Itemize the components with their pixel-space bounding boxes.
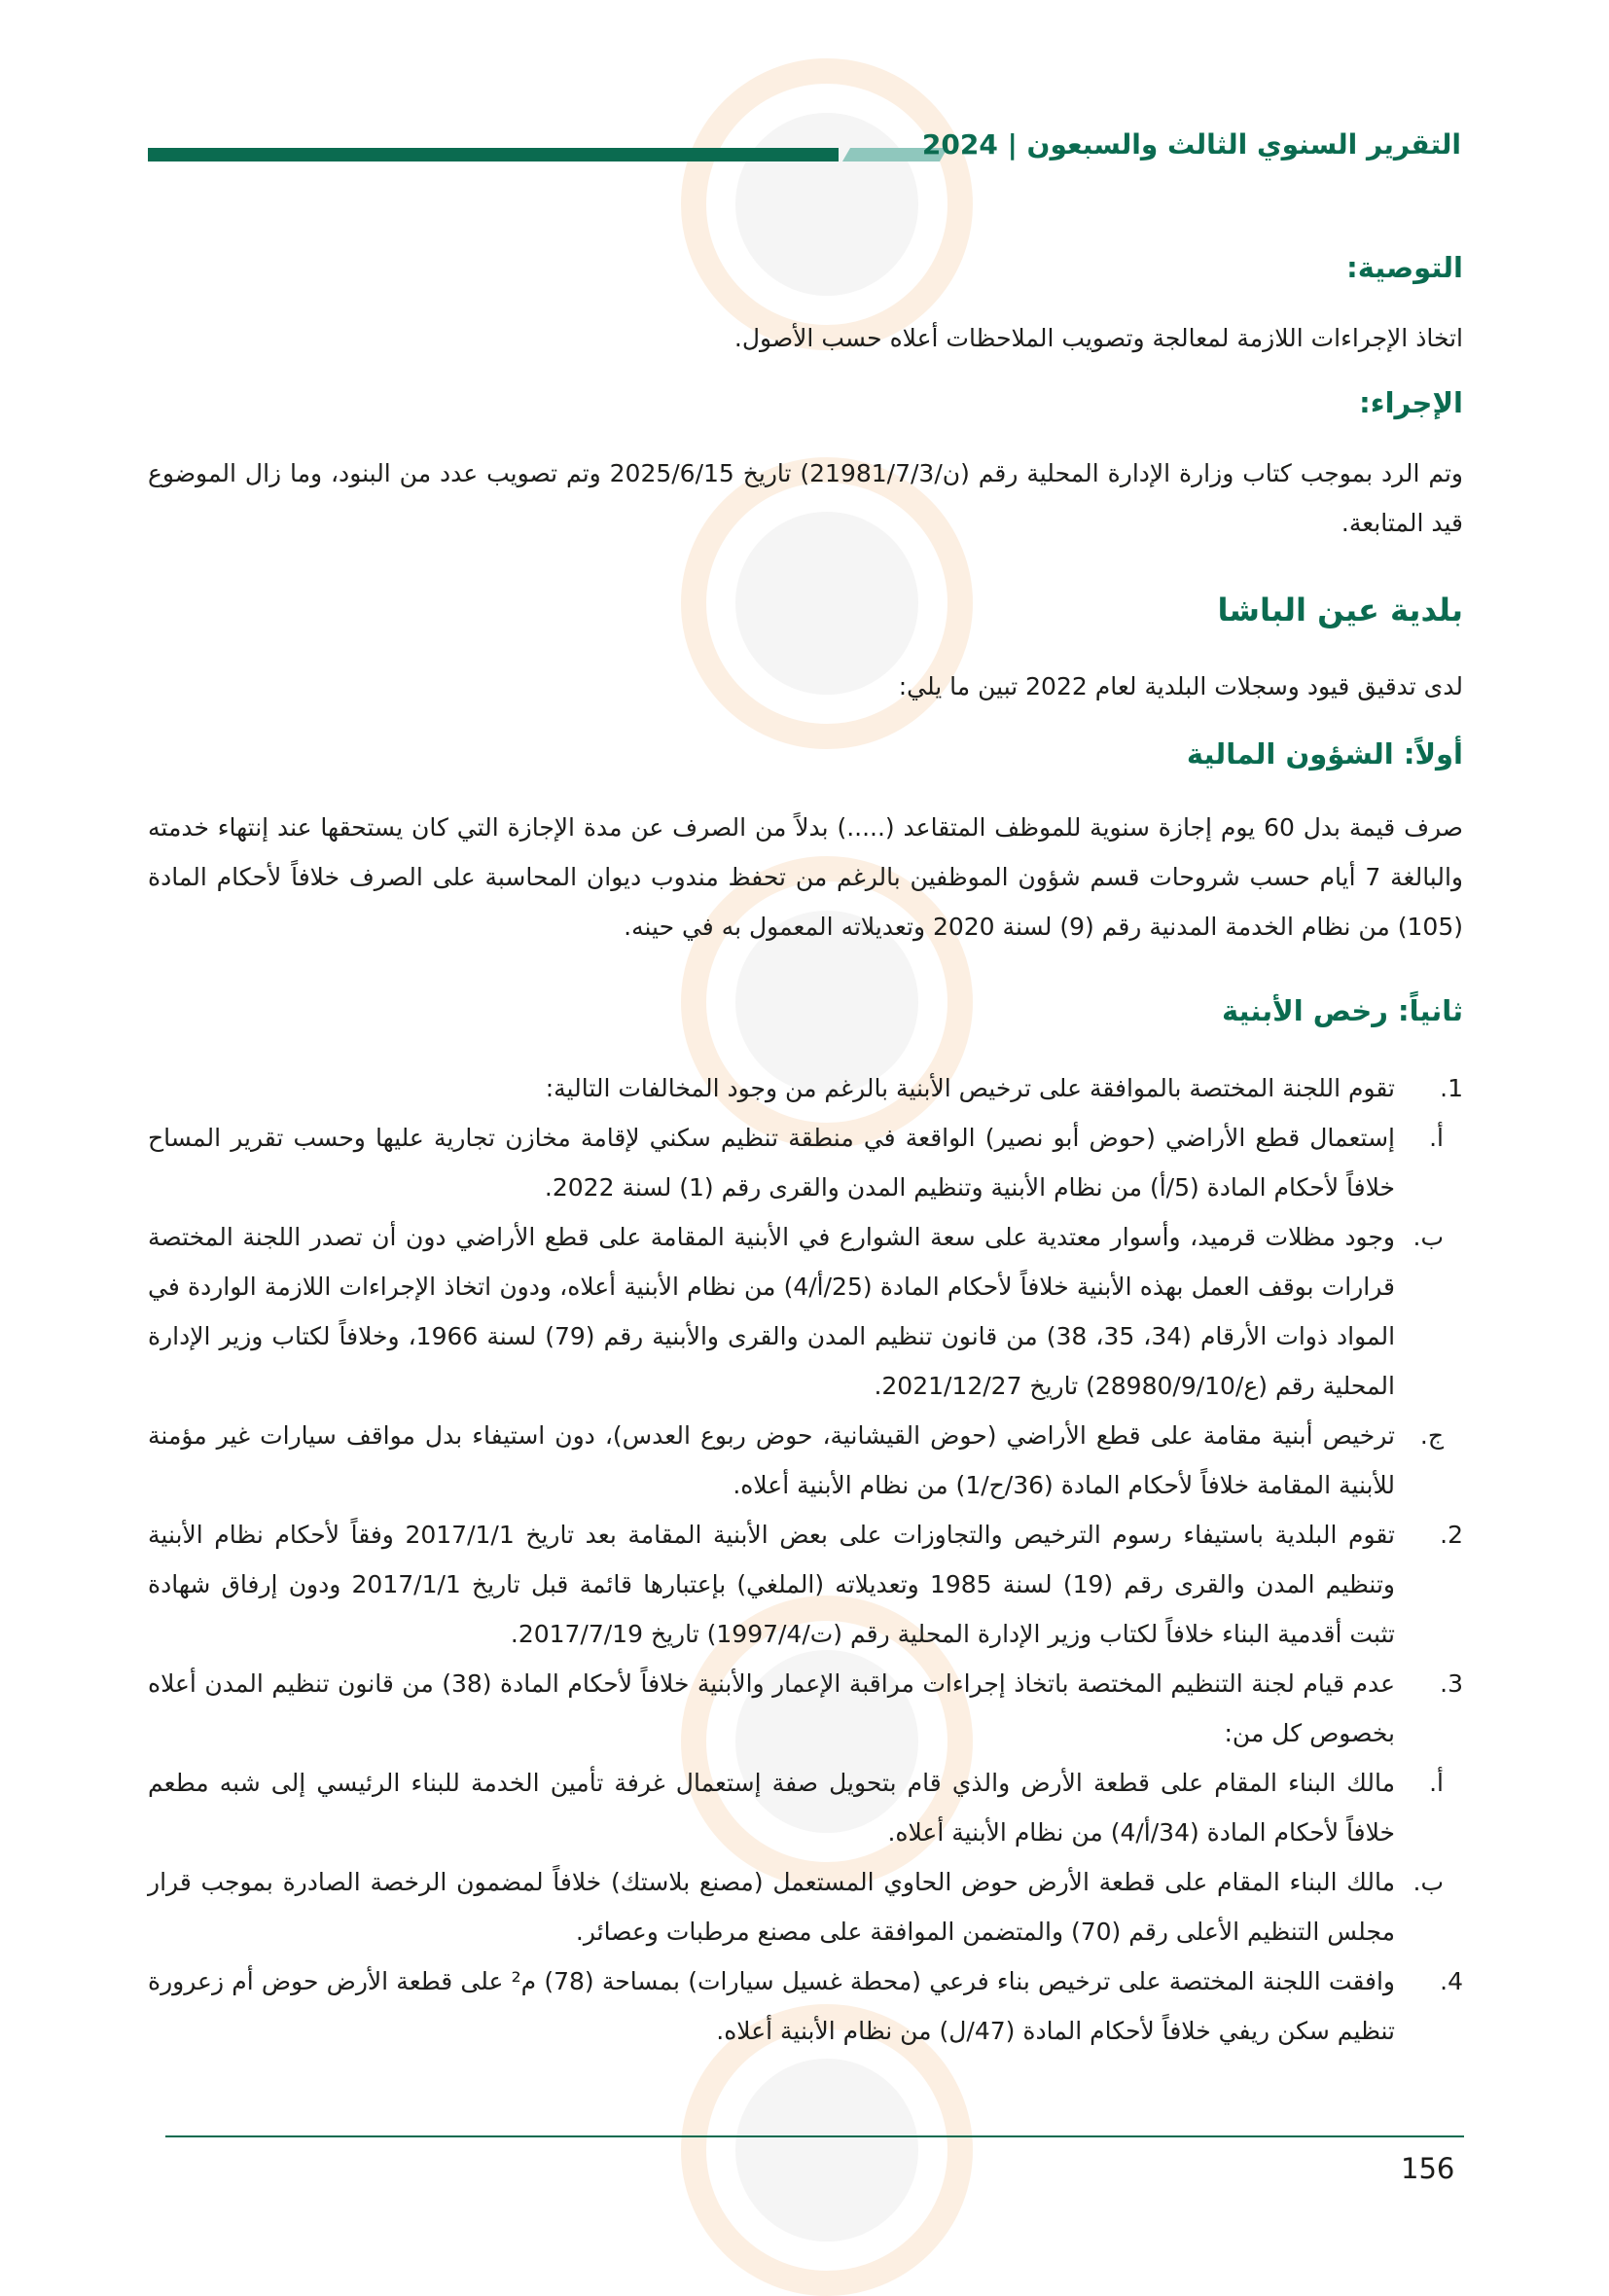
- sub-item-text: مالك البناء المقام على قطعة الأرض والذي قام بتحويل صفة إستعمال غرفة تأمين الخدمة للبناء الرئيسي إلى شبه مطعم خلافاً لأحكام المادة (34/أ/4) من نظام الأبنية أعلاه.: [148, 1769, 1395, 1847]
- page-number: 156: [1401, 2152, 1455, 2185]
- list-item: [148, 1956, 1463, 2056]
- watermark-clock: [681, 58, 973, 350]
- sub-item: [148, 1411, 1463, 1510]
- footer-line: [165, 2135, 1464, 2137]
- sub-item: [148, 1857, 1463, 1956]
- sub-item-text: إستعمال قطع الأراضي (حوض أبو نصير) الواقعة في منطقة تنظيم سكني لإقامة مخازن تجارية عليها وحسب تقرير المساح خلافاً لأحكام المادة (5/أ) من نظام الأبنية وتنظيم المدن والقرى رقم (1) لسنة 2022.: [148, 1124, 1395, 1202]
- sub-item-letter: ج.: [1419, 1421, 1444, 1450]
- item-number: 3.: [1440, 1669, 1463, 1698]
- sub-item: [148, 1758, 1463, 1857]
- item-number: 1.: [1440, 1074, 1463, 1102]
- sub-item: [148, 1212, 1463, 1411]
- item-text: تقوم اللجنة المختصة بالموافقة على ترخيص الأبنية بالرغم من وجود المخالفات التالية:: [545, 1074, 1395, 1102]
- item-number: 2.: [1440, 1521, 1463, 1549]
- action-heading: الإجراء:: [1359, 386, 1463, 419]
- item-text: وافقت اللجنة المختصة على ترخيص بناء فرعي (محطة غسيل سيارات) بمساحة (78) م² على قطعة الأرض حوض أم زعرورة تنظيم سكن ريفي خلافاً لأحكام المادة (47/ل) من نظام الأبنية أعلاه.: [148, 1967, 1395, 2045]
- list-item: [148, 1659, 1463, 1758]
- sub-item-text: مالك البناء المقام على قطعة الأرض حوض الحاوي المستعمل (مصنع بلاستك) خلافاً لمضمون الرخصة الصادرة بموجب قرار مجلس التنظيم الأعلى رقم (70) والمتضمن الموافقة على مصنع مرطبات وعصائر.: [148, 1868, 1395, 1946]
- sub-item-letter: ب.: [1412, 1868, 1444, 1896]
- buildings-list: [148, 1063, 1463, 2056]
- list-item: [148, 1063, 1463, 1113]
- section-buildings-heading: ثانياً: رخص الأبنية: [1221, 994, 1463, 1027]
- header-bar: [148, 148, 839, 161]
- municipality-heading: بلدية عين الباشا: [1217, 592, 1463, 628]
- sub-item-text: ترخيص أبنية مقامة على قطع الأراضي (حوض القيشانية، حوض ربوع العدس)، دون استيفاء بدل مواقف سيارات غير مؤمنة للأبنية المقامة خلافاً لأحكام المادة (36/ح/1) من نظام الأبنية أعلاه.: [148, 1421, 1395, 1499]
- item-text: عدم قيام لجنة التنظيم المختصة باتخاذ إجراءات مراقبة الإعمار والأبنية خلافاً لأحكام المادة (38) من قانون تنظيم المدن أعلاه بخصوص كل من:: [148, 1669, 1395, 1747]
- recommendation-text: اتخاذ الإجراءات اللازمة لمعالجة وتصويب الملاحظات أعلاه حسب الأصول.: [733, 324, 1463, 352]
- report-title: التقرير السنوي الثالث والسبعون | 2024: [921, 128, 1461, 161]
- section-financial-heading: أولاً: الشؤون المالية: [1186, 737, 1463, 771]
- sub-item-text: وجود مظلات قرميد، وأسوار معتدية على سعة الشوارع في الأبنية المقامة على قطع الأراضي دون أن تصدر اللجنة المختصة قرارات بوقف العمل بهذه الأبنية خلافاً لأحكام المادة (25/أ/4) من نظام الأبنية أعلاه، ودون اتخاذ الإجراءات اللازمة الواردة في المواد ذوات الأرقام (34، 35، 38) من قانون تنظيم المدن والقرى والأبنية رقم (79) لسنة 1966، وخلافاً لكتاب وزير الإدارة المحلية رقم (ع/28980/9/10) تاريخ 2021/12/27.: [148, 1223, 1396, 1400]
- sub-item-letter: أ.: [1429, 1124, 1444, 1152]
- sub-item: [148, 1113, 1463, 1212]
- recommendation-heading: التوصية:: [1346, 251, 1463, 284]
- action-text: وتم الرد بموجب كتاب وزارة الإدارة المحلية رقم (ن/21981/7/3) تاريخ 2025/6/15 وتم تصويب عدد من البنود، وما زال الموضوع قيد المتابعة.: [148, 459, 1464, 537]
- list-item: [148, 1510, 1463, 1659]
- municipality-intro: لدى تدقيق قيود وسجلات البلدية لعام 2022 تبين ما يلي:: [898, 672, 1463, 700]
- section-financial-text: صرف قيمة بدل 60 يوم إجازة سنوية للموظف المتقاعد (.....) بدلاً من الصرف عن مدة الإجازة التي كان يستحقها عند إنتهاء خدمته والبالغة 7 أيام حسب شروحات قسم شؤون الموظفين بالرغم من تحفظ مندوب ديوان المحاسبة على الصرف خلافاً لأحكام المادة (105) من نظام الخدمة المدنية رقم (9) لسنة 2020 وتعديلاته المعمول به في حينه.: [148, 813, 1464, 941]
- item-number: 4.: [1440, 1967, 1463, 1995]
- sub-item-letter: أ.: [1429, 1769, 1444, 1797]
- item-text: تقوم البلدية باستيفاء رسوم الترخيص والتجاوزات على بعض الأبنية المقامة بعد تاريخ 2017/1/1 وفقاً لأحكام نظام الأبنية وتنظيم المدن والقرى رقم (19) لسنة 1985 وتعديلاته (الملغي) بإعتبارها قائمة قبل تاريخ 2017/1/1 ودون إرفاق شهادة تثبت أقدمية البناء خلافاً لكتاب وزير الإدارة المحلية رقم (ت/1997/4) تاريخ 2017/7/19.: [148, 1521, 1396, 1648]
- sub-item-letter: ب.: [1412, 1223, 1444, 1251]
